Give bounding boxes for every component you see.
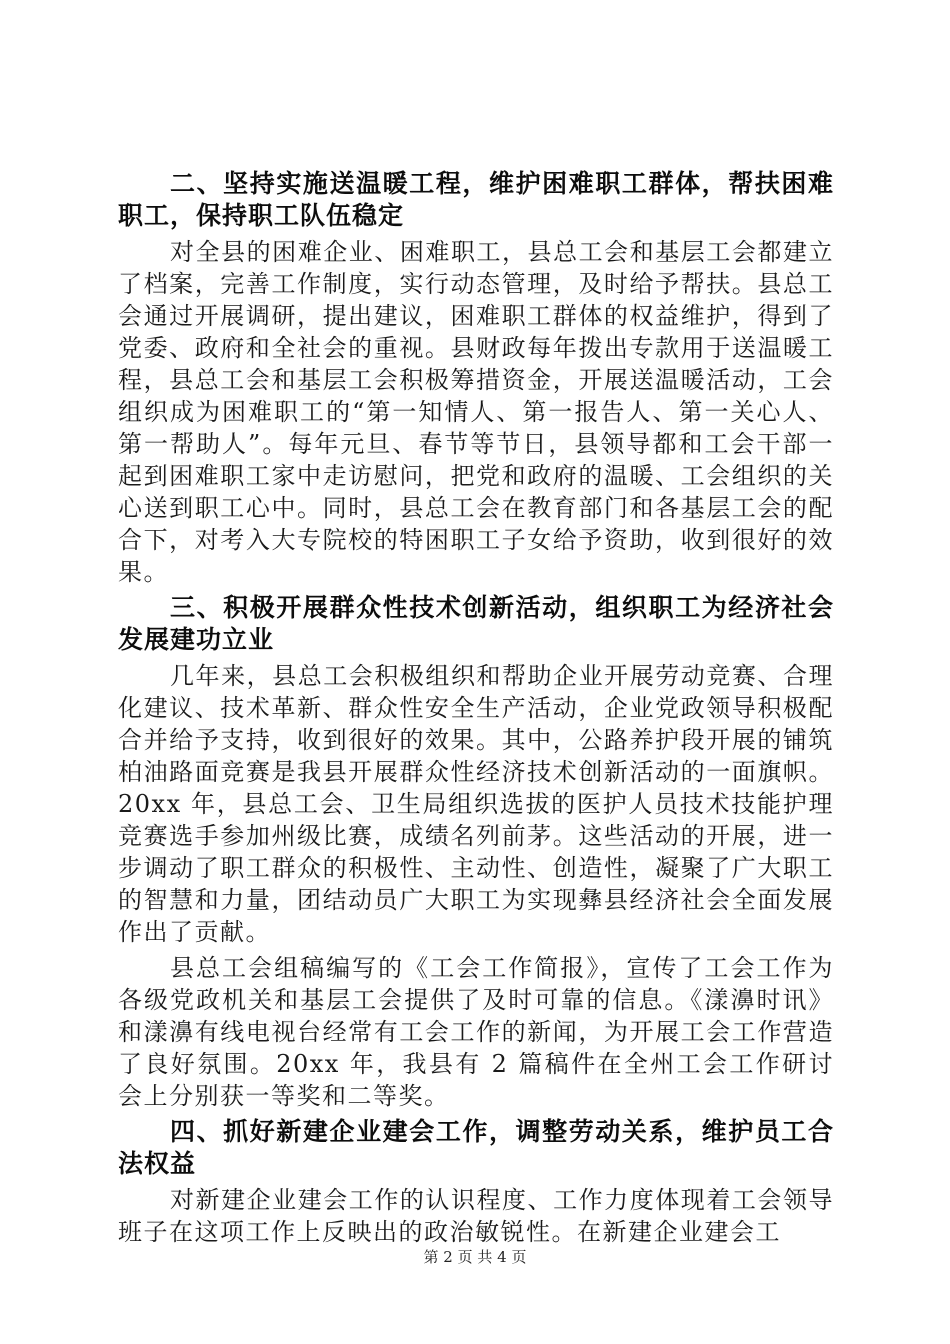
section-4-paragraph-1: 对新建企业建会工作的认识程度、工作力度体现着工会领导班子在这项工作上反映出的政治敏锐性。在新建企业建会工 bbox=[118, 1186, 834, 1246]
document-body bbox=[118, 168, 834, 1252]
section-heading-2: 二、坚持实施送温暖工程，维护困难职工群体，帮扶困难职工，保持职工队伍稳定 bbox=[118, 169, 834, 230]
section-heading-4: 四、抓好新建企业建会工作，调整劳动关系，维护员工合法权益 bbox=[118, 1117, 834, 1178]
section-3-paragraph-2: 县总工会组稿编写的《工会工作简报》，宣传了工会工作为各级党政机关和基层工会提供了及时可靠的信息。《漾濞时讯》和漾濞有线电视台经常有工会工作的新闻，为开展工会工作营造了良好氛围。20xx 年，我县有 2 篇稿件在全州工会工作研讨会上分别获一等奖和二等奖。 bbox=[118, 954, 834, 1110]
section-3-paragraph-1: 几年来，县总工会积极组织和帮助企业开展劳动竞赛、合理化建议、技术革新、群众性安全生产活动，企业党政领导积极配合并给予支持，收到很好的效果。其中，公路养护段开展的铺筑柏油路面竞赛是我县开展群众性经济技术创新活动的一面旗帜。20xx 年，县总工会、卫生局组织选拔的医护人员技术技能护理竞赛选手参加州级比赛，成绩名列前茅。这些活动的开展，进一步调动了职工群众的积极性、主动性、创造性，凝聚了广大职工的智慧和力量，团结动员广大职工为实现彝县经济社会全面发展作出了贡献。 bbox=[118, 662, 834, 946]
section-heading-3: 三、积极开展群众性技术创新活动，组织职工为经济社会发展建功立业 bbox=[118, 593, 834, 654]
section-2-paragraph-1: 对全县的困难企业、困难职工，县总工会和基层工会都建立了档案，完善工作制度，实行动态管理，及时给予帮扶。县总工会通过开展调研，提出建议，困难职工群体的权益维护，得到了党委、政府和全社会的重视。县财政每年拨出专款用于送温暖工程，县总工会和基层工会积极筹措资金，开展送温暖活动，工会组织成为困难职工的“第一知情人、第一报告人、第一关心人、第一帮助人”。每年元旦、春节等节日，县领导都和工会干部一起到困难职工家中走访慰问，把党和政府的温暖、工会组织的关心送到职工心中。同时，县总工会在教育部门和各基层工会的配合下，对考入大专院校的特困职工子女给予资助，收到很好的效果。 bbox=[118, 238, 834, 586]
page-number-footer: 第 2 页 共 4 页 bbox=[423, 1248, 527, 1266]
